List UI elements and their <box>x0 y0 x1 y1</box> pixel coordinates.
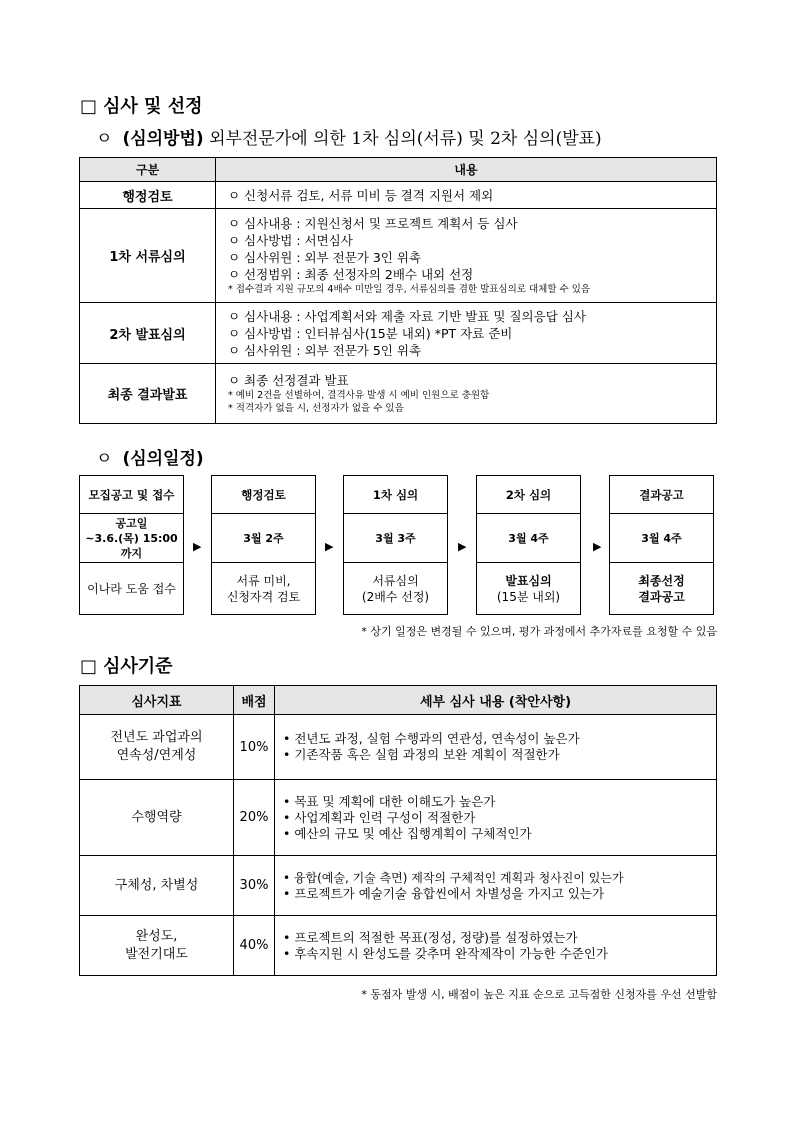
criterion-cell: 전년도 과업과의 연속성/연계성 <box>80 715 234 780</box>
row-label: 2차 발표심의 <box>80 303 216 364</box>
schedule-step <box>343 475 448 615</box>
row-label: 최종 결과발표 <box>80 364 216 424</box>
score-cell: 10% <box>234 715 275 780</box>
row-content <box>216 303 717 364</box>
content-note: * 적격자가 없을 시, 선정자가 없을 수 있음 <box>228 403 404 414</box>
schedule-step <box>609 475 714 615</box>
step-desc <box>609 563 714 615</box>
section-heading-criteria <box>80 652 173 678</box>
content-line: ㅇ 심사방법 : 서면심사 <box>228 233 353 248</box>
row-content <box>216 182 717 209</box>
row-label: 행정검토 <box>80 182 216 209</box>
table-header-row <box>80 686 717 715</box>
table-row <box>80 856 717 916</box>
score-cell: 20% <box>234 780 275 856</box>
circle-bullet: ㅇ <box>96 129 113 149</box>
detail-cell <box>275 780 717 856</box>
schedule-step <box>476 475 581 615</box>
detail-line: • 사업계획과 인력 구성이 적절한가 <box>283 809 476 825</box>
step-name: 행정검토 <box>211 475 316 514</box>
detail-line: • 목표 및 계획에 대한 이해도가 높은가 <box>283 793 496 809</box>
schedule-step <box>211 475 316 615</box>
content-line: ㅇ 심사내용 : 사업계획서와 제출 자료 기반 발표 및 질의응답 심사 <box>228 308 586 324</box>
schedule-note: * 상기 일정은 변경될 수 있으며, 평가 과정에서 추가자료를 요청할 수 있음 <box>361 625 717 638</box>
criterion-cell: 완성도, 발전기대도 <box>80 916 234 976</box>
detail-cell <box>275 856 717 916</box>
score-cell: 30% <box>234 856 275 916</box>
step-desc: 서류심의 (2배수 선정) <box>343 563 448 615</box>
detail-cell <box>275 916 717 976</box>
schedule-step <box>79 475 184 615</box>
content-line: ㅇ 선정범위 : 최종 선정자의 2배수 내외 선정 <box>228 267 474 282</box>
arrow-right-icon: ▶ <box>593 540 602 553</box>
step-date: 3월 4주 <box>476 514 581 563</box>
review-method-table <box>79 157 717 424</box>
header-score: 배점 <box>234 686 275 715</box>
arrow-right-icon: ▶ <box>325 540 334 553</box>
arrow-right-icon: ▶ <box>458 540 467 553</box>
method-text: 외부전문가에 의한 1차 심의(서류) 및 2차 심의(발표) <box>209 129 602 149</box>
section-heading-selection <box>80 92 203 118</box>
content-line: ㅇ 심사위원 : 외부 전문가 3인 위촉 <box>228 250 421 265</box>
detail-line: • 프로젝트가 예술기술 융합씬에서 차별성을 가지고 있는가 <box>283 885 605 901</box>
row-content <box>216 364 717 424</box>
table-row <box>80 209 717 303</box>
section-title: 심사기준 <box>103 656 173 677</box>
detail-cell <box>275 715 717 780</box>
criterion-cell: 구체성, 차별성 <box>80 856 234 916</box>
table-row <box>80 182 717 209</box>
step-desc: 이나라 도움 접수 <box>79 563 184 615</box>
header-criterion: 심사지표 <box>80 686 234 715</box>
criteria-table <box>79 685 717 976</box>
step-desc-title: 발표심의 <box>505 573 552 588</box>
header-content: 내용 <box>216 158 717 182</box>
step-desc <box>476 563 581 615</box>
content-note: * 예비 2건을 선별하여, 결격사유 발생 시 예비 인원으로 충원함 <box>228 390 490 401</box>
checkbox-square-icon: □ <box>80 656 98 677</box>
content-line: ㅇ 심사방법 : 인터뷰심사(15분 내외) *PT 자료 준비 <box>228 325 513 341</box>
criterion-cell: 수행역량 <box>80 780 234 856</box>
content-line: ㅇ 신청서류 검토, 서류 미비 등 결격 지원서 제외 <box>228 187 494 203</box>
checkbox-square-icon: □ <box>80 96 98 117</box>
table-row <box>80 780 717 856</box>
step-name: 2차 심의 <box>476 475 581 514</box>
detail-line: • 프로젝트의 적절한 목표(정성, 정량)를 설정하였는가 <box>283 929 578 945</box>
score-cell: 40% <box>234 916 275 976</box>
detail-line: • 후속지원 시 완성도를 갖추며 완작제작이 가능한 수준인가 <box>283 945 608 961</box>
row-content <box>216 209 717 303</box>
table-row <box>80 303 717 364</box>
step-date: 3월 2주 <box>211 514 316 563</box>
row-label: 1차 서류심의 <box>80 209 216 303</box>
step-name: 모집공고 및 접수 <box>79 475 184 514</box>
content-line: ㅇ 심사위원 : 외부 전문가 5인 위촉 <box>228 342 421 358</box>
circle-bullet: ㅇ <box>96 449 113 469</box>
step-desc-title: 최종선정 <box>638 573 685 588</box>
detail-line: • 전년도 과정, 실험 수행과의 연관성, 연속성이 높은가 <box>283 731 580 746</box>
step-date: 3월 4주 <box>609 514 714 563</box>
table-row <box>80 916 717 976</box>
step-desc: 서류 미비, 신청자격 검토 <box>211 563 316 615</box>
arrow-right-icon: ▶ <box>193 540 202 553</box>
step-name: 1차 심의 <box>343 475 448 514</box>
step-desc-text: (15분 내외) <box>496 589 561 604</box>
detail-line: • 예산의 규모 및 예산 집행계획이 구체적인가 <box>283 825 532 841</box>
table-row <box>80 364 717 424</box>
method-label: (심의방법) <box>122 129 204 149</box>
content-line: ㅇ 심사내용 : 지원신청서 및 프로젝트 계획서 등 심사 <box>228 216 518 231</box>
table-header-row <box>80 158 717 182</box>
table-row <box>80 715 717 780</box>
detail-line: • 융합(예술, 기술 측면) 제작의 구체적인 계획과 청사진이 있는가 <box>283 870 624 885</box>
step-date: 3월 3주 <box>343 514 448 563</box>
criteria-note: * 동점자 발생 시, 배점이 높은 지표 순으로 고득점한 신청자를 우선 선발함 <box>361 988 717 1001</box>
header-category: 구분 <box>80 158 216 182</box>
method-line <box>96 124 602 149</box>
schedule-heading <box>96 444 204 469</box>
section-title: 심사 및 선정 <box>103 96 203 117</box>
detail-line: • 기존작품 혹은 실험 과정의 보완 계획이 적절한가 <box>283 747 560 762</box>
step-desc-text: 결과공고 <box>638 589 685 604</box>
schedule-title: (심의일정) <box>122 449 204 469</box>
header-detail: 세부 심사 내용 (착안사항) <box>275 686 717 715</box>
step-name: 결과공고 <box>609 475 714 514</box>
step-date: 공고일 ~3.6.(목) 15:00까지 <box>79 514 184 563</box>
content-note: * 접수결과 지원 규모의 4배수 미만일 경우, 서류심의를 겸한 발표심의로 대체할 수 있음 <box>228 284 591 295</box>
content-line: ㅇ 최종 선정결과 발표 <box>228 373 349 388</box>
